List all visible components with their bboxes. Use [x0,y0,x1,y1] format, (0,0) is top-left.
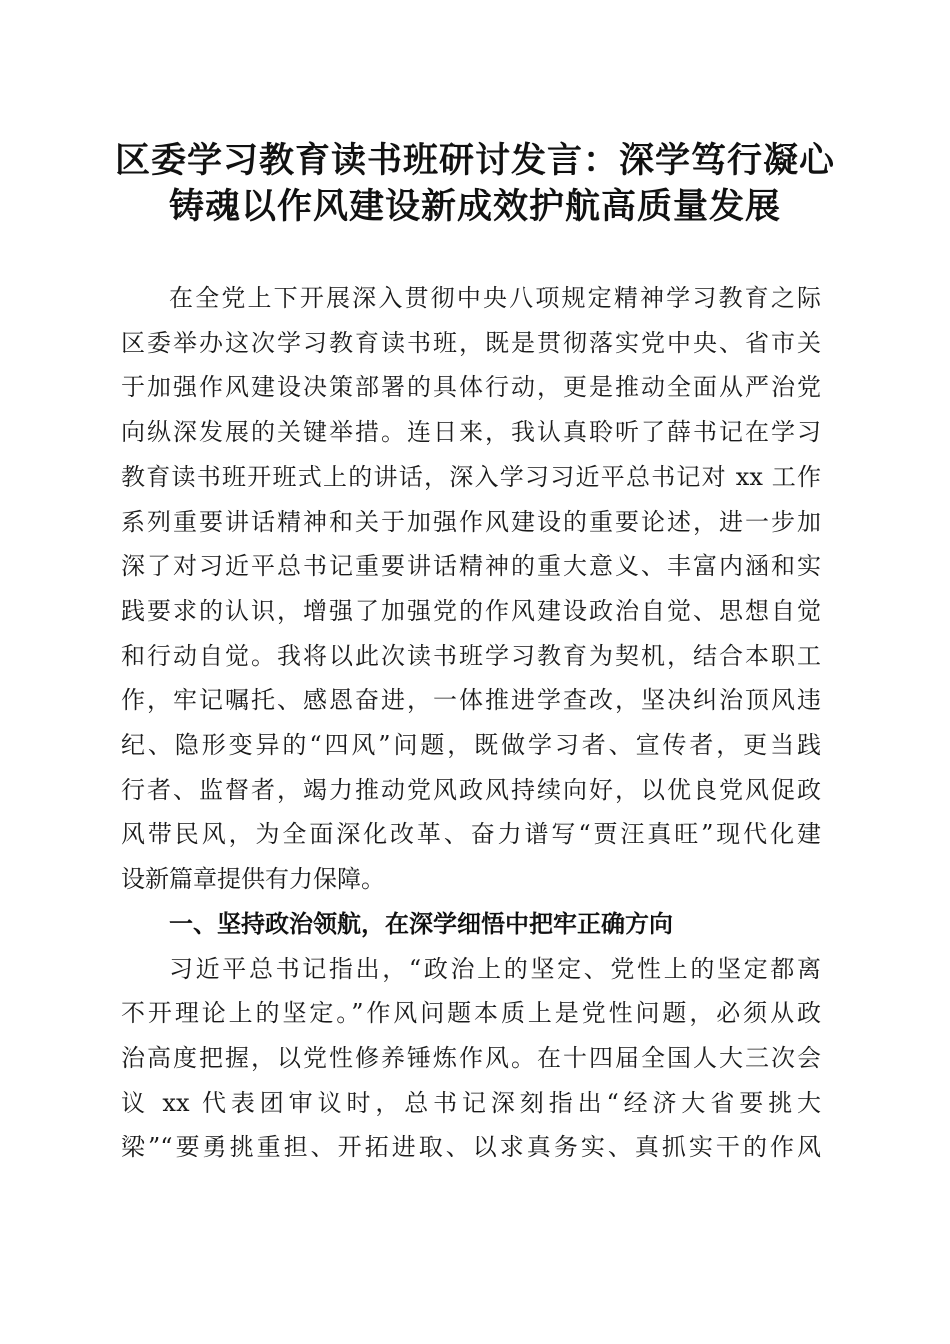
paragraph-line: 深了对习近平总书记重要讲话精神的重大意义、丰富内涵和实 [121,552,821,581]
document-body [121,276,821,1170]
paragraph-line: 向纵深发展的关键举措。连日来，我认真聆听了薛书记在学习 [121,418,821,447]
paragraph-line: 风带民风，为全面深化改革、奋力谱写“贾汪真旺”现代化建 [121,820,821,849]
paragraph-line: 于加强作风建设决策部署的具体行动，更是推动全面从严治党 [121,373,821,402]
paragraph-line: 治高度把握，以党性修养锤炼作风。在十四届全国人大三次会 [121,1043,821,1072]
paragraph-line: 梁”“要勇挑重担、开拓进取、以求真务实、真抓实干的作风 [121,1133,821,1162]
paragraph-line: 作，牢记嘱托、感恩奋进，一体推进学查改，坚决纠治顶风违 [121,686,821,715]
paragraph-line: 设新篇章提供有力保障。 [121,865,385,894]
paragraph-line: 和行动自觉。我将以此次读书班学习教育为契机，结合本职工 [121,641,821,670]
document-title [100,138,850,230]
paragraph-section1 [121,947,821,1171]
paragraph-line: 系列重要讲话精神和关于加强作风建设的重要论述，进一步加 [121,507,821,536]
paragraph-line: 区委举办这次学习教育读书班，既是贯彻落实党中央、省市关 [121,328,821,357]
paragraph-line: 纪、隐形变异的“四风”问题，既做学习者、宣传者，更当践 [121,731,821,760]
section-heading: 一、坚持政治领航，在深学细悟中把牢正确方向 [169,909,673,938]
paragraph-intro [121,276,821,902]
paragraph-line: 在全党上下开展深入贯彻中央八项规定精神学习教育之际 [169,284,821,312]
paragraph-line: 议 xx 代表团审议时，总书记深刻指出“经济大省要挑大 [121,1088,821,1117]
paragraph-line: 践要求的认识，增强了加强党的作风建设政治自觉、思想自觉 [121,596,821,625]
title-line-2: 铸魂以作风建设新成效护航高质量发展 [168,186,781,227]
paragraph-line: 教育读书班开班式上的讲话，深入学习习近平总书记对 xx 工作 [121,462,821,491]
title-line-1: 区委学习教育读书班研讨发言：深学笃行凝心 [114,140,835,181]
paragraph-line: 不开理论上的坚定。”作风问题本质上是党性问题，必须从政 [121,999,821,1028]
paragraph-line: 习近平总书记指出，“政治上的坚定、党性上的坚定都离 [169,954,821,983]
paragraph-line: 行者、监督者，竭力推动党风政风持续向好，以优良党风促政 [121,775,821,804]
